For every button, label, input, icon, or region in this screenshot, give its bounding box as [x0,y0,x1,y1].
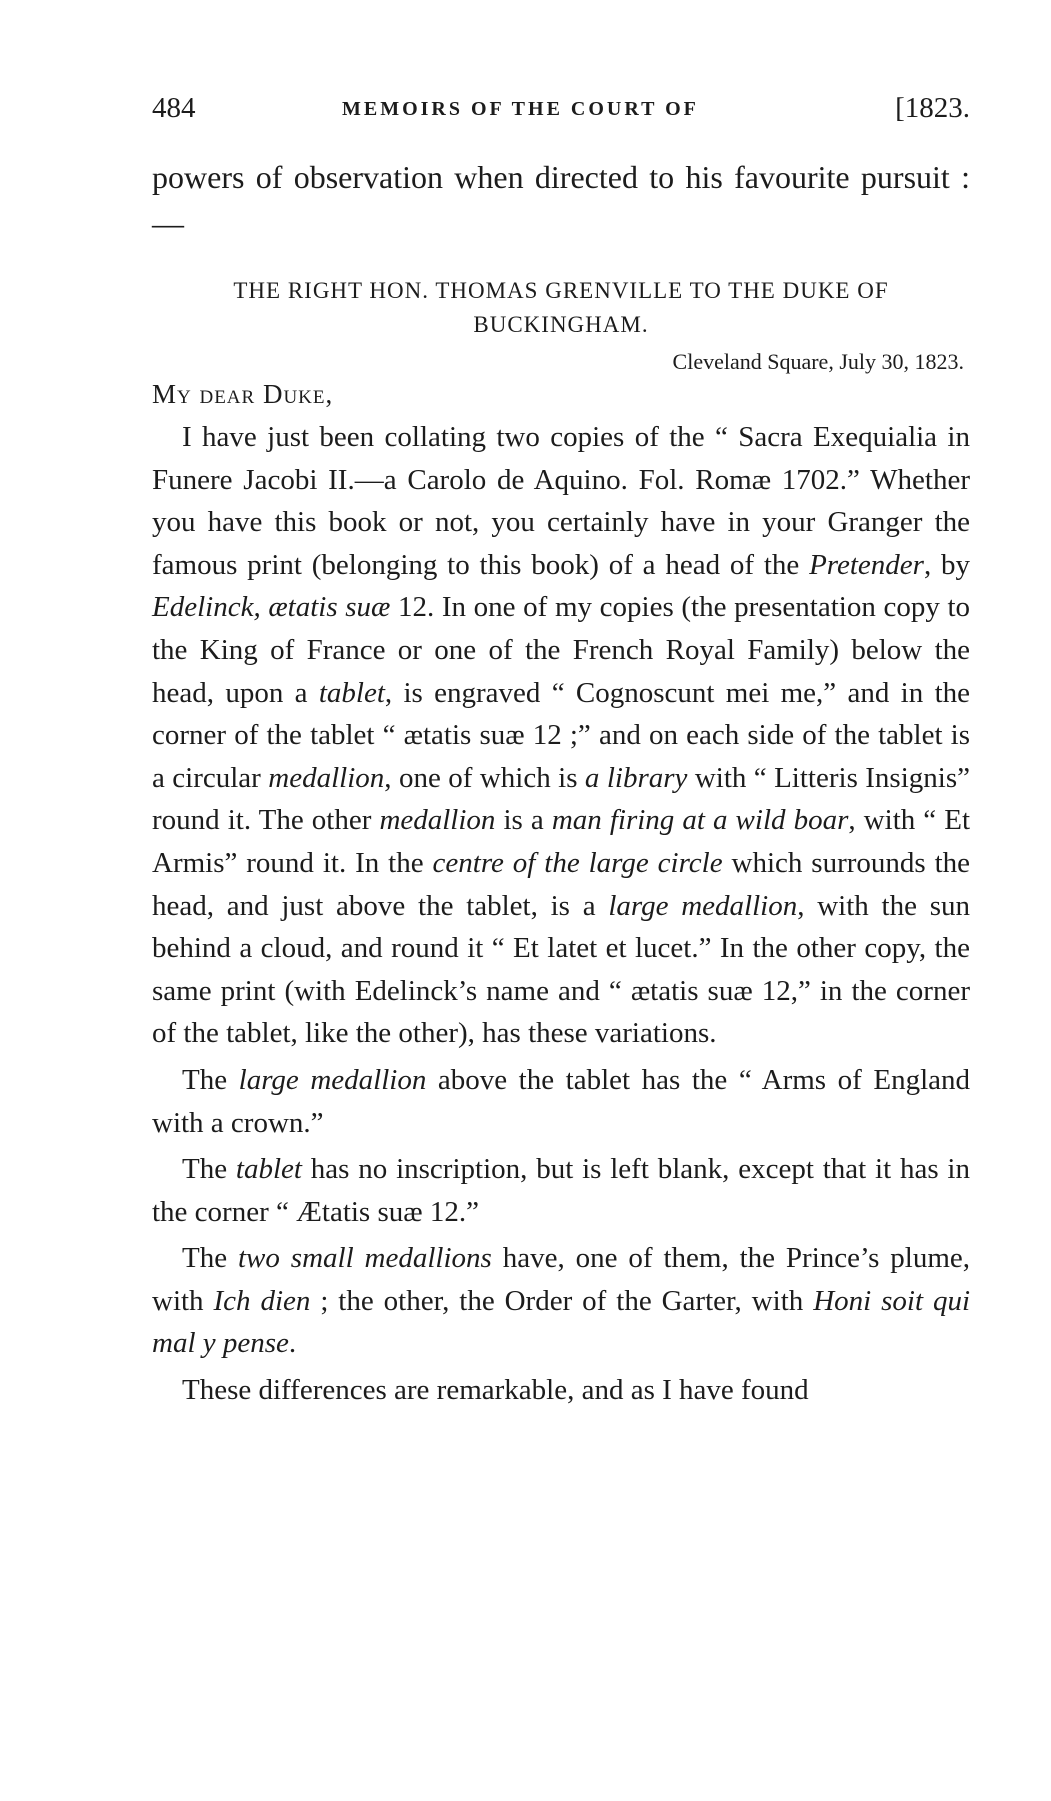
page-body [152,154,970,1412]
intro-line: powers of observation when directed to his favourite pursuit :— [152,159,970,241]
letter-salutation: My dear Duke, [152,379,334,409]
paragraph-3: The tablet has no inscription, but is left blank, except that it has in the corner “ Ætatis suæ 12.” [152,1153,970,1228]
paragraph-2: The large medallion above the tablet has the “ Arms of England with a crown.” [152,1063,971,1139]
running-header [152,92,970,132]
running-title: MEMOIRS OF THE COURT OF [342,98,699,120]
letter-heading: THE RIGHT HON. THOMAS GRENVILLE TO THE DUKE OF BUCKINGHAM. [233,278,889,337]
running-year: [1823. [895,92,970,124]
page-number: 484 [152,92,196,124]
paragraph-1: I have just been collating two copies of the “ Sacra Exequialia in Funere Jacobi II.—a Carolo de Aquino. Fol. Romæ 1702.” Whether you have this book or not, you certainly have in your Granger the famous print (belonging to this book) of a head of the Pretender, by Edelinck, ætatis suæ 12. In one of my copies (the presentation copy to the King of France or one of the French Royal Family) below the head, upon a tablet, is engraved “ Cognoscunt mei me,” and in the corner of the tablet “ ætatis suæ 12 ;” and on each side of the tablet is a circular medallion, one of which is a library with “ Litteris Insignis” round it. The other medallion is a man firing at a wild boar, with “ Et Armis” round it. In the centre of the large circle which surrounds the head, and just above the tablet, is a large medallion, with the sun behind a cloud, and round it “ Et latet et lucet.” In the other copy, the same print (with Edelinck’s name and “ ætatis suæ 12,” in the corner of the tablet, like the other), has these variations. [152,421,971,1050]
letter-dateline: Cleveland Square, July 30, 1823. [672,349,964,374]
paragraph-5: These differences are remarkable, and as I have found [182,1374,809,1407]
paragraph-4: The two small medallions have, one of them, the Prince’s plume, with Ich dien ; the other, the Order of the Garter, with Honi soit qui mal y pense. [152,1242,971,1360]
